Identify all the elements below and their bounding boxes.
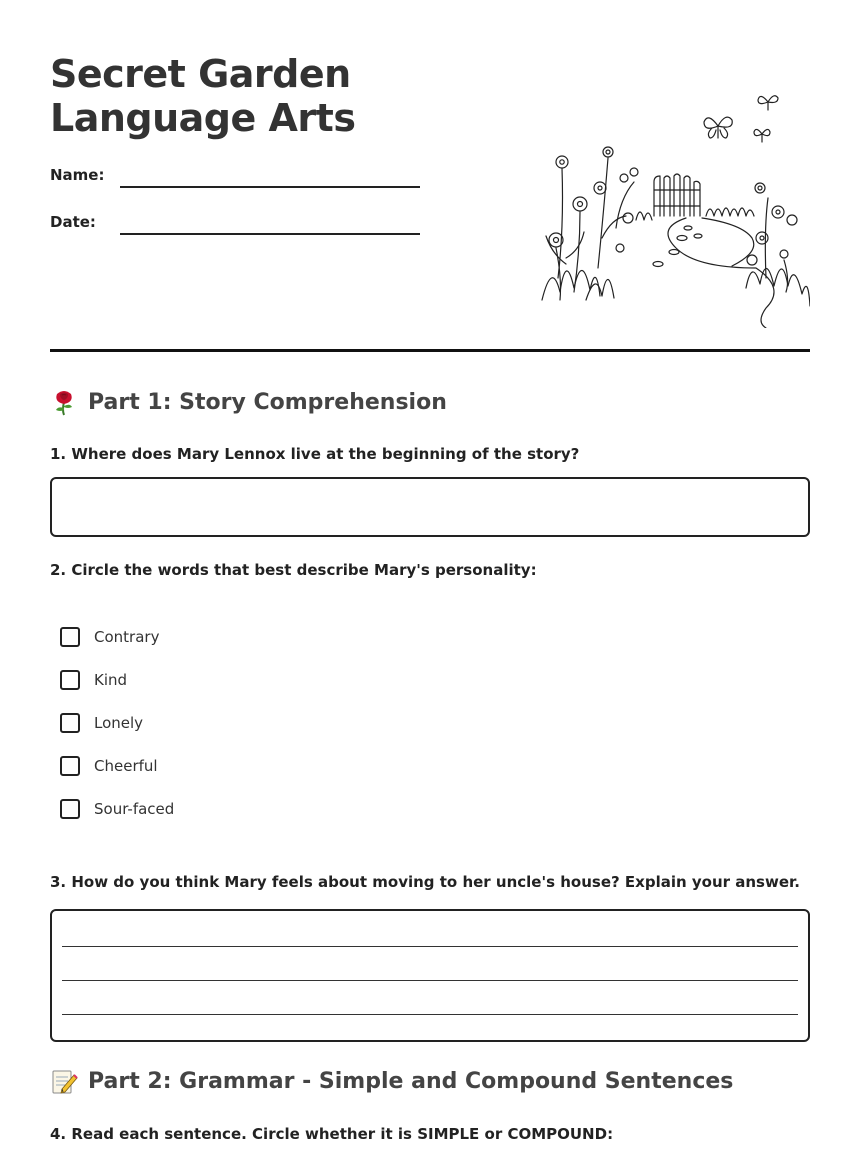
- option-lonely[interactable]: [60, 713, 143, 733]
- option-label: Cheerful: [94, 757, 158, 775]
- butterfly-icon: [704, 117, 732, 138]
- flower-cluster-left: [542, 147, 638, 300]
- writing-line: [62, 980, 798, 981]
- option-label: Kind: [94, 671, 128, 689]
- answer-box-q3[interactable]: [50, 909, 810, 1042]
- date-label: Date:: [50, 213, 96, 231]
- answer-box-q1[interactable]: [50, 477, 810, 537]
- question-3: 3. How do you think Mary feels about moving to her uncle's house? Explain your answer.: [50, 873, 800, 891]
- part1-title-text: Part 1: Story Comprehension: [88, 389, 447, 415]
- name-field[interactable]: [120, 186, 420, 188]
- rose-icon: [50, 388, 78, 416]
- question-2: 2. Circle the words that best describe Mary's personality:: [50, 561, 537, 579]
- writing-line: [62, 946, 798, 947]
- memo-pencil-icon: [50, 1067, 78, 1095]
- garden-gate-icon: [654, 174, 700, 216]
- page-title: Secret Garden Language Arts: [50, 52, 356, 140]
- checkbox[interactable]: [60, 756, 80, 776]
- option-contrary[interactable]: [60, 627, 159, 647]
- butterfly-icon: [754, 129, 770, 142]
- option-cheerful[interactable]: [60, 756, 158, 776]
- checkbox[interactable]: [60, 627, 80, 647]
- header-divider: [50, 349, 810, 352]
- part2-title-text: Part 2: Grammar - Simple and Compound Sentences: [88, 1068, 734, 1094]
- part2-title: [50, 1067, 733, 1095]
- worksheet-page: [50, 0, 810, 1161]
- option-kind[interactable]: [60, 670, 127, 690]
- option-label: Sour-faced: [94, 800, 175, 818]
- writing-line: [62, 1014, 798, 1015]
- flower-cluster-right: [706, 183, 810, 306]
- option-sour-faced[interactable]: [60, 799, 174, 819]
- question-1: 1. Where does Mary Lennox live at the beginning of the story?: [50, 445, 580, 463]
- checkbox[interactable]: [60, 799, 80, 819]
- date-field[interactable]: [120, 233, 420, 235]
- secret-garden-gate-illustration: [536, 88, 810, 328]
- checkbox[interactable]: [60, 713, 80, 733]
- option-label: Contrary: [94, 628, 160, 646]
- question-4: 4. Read each sentence. Circle whether it is SIMPLE or COMPOUND:: [50, 1125, 614, 1143]
- option-label: Lonely: [94, 714, 144, 732]
- checkbox[interactable]: [60, 670, 80, 690]
- butterfly-icon: [758, 96, 778, 110]
- part1-title: [50, 388, 447, 416]
- name-label: Name:: [50, 166, 105, 184]
